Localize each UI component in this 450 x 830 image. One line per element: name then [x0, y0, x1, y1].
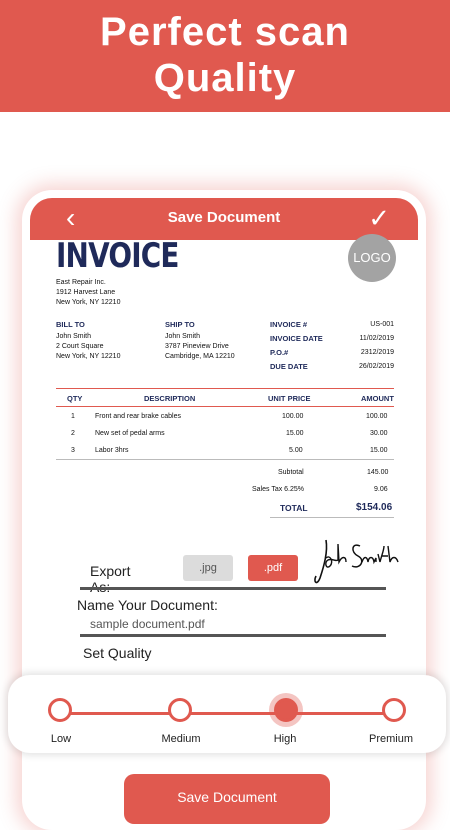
promo-banner [0, 0, 450, 112]
row-desc: New set of pedal arms [95, 430, 165, 437]
back-icon[interactable]: ‹ [66, 202, 76, 233]
row-qty: 1 [71, 413, 75, 420]
screen-title: Save Document [167, 209, 281, 226]
col-amount: AMOUNT [361, 394, 394, 403]
quality-option-premium[interactable] [382, 698, 406, 722]
company-line: East Repair Inc. [56, 279, 106, 286]
meta-label: P.O.# [270, 348, 289, 357]
quality-label-medium: Medium [161, 733, 201, 745]
ship-to-line: John Smith [165, 333, 201, 340]
invoice-meta [270, 320, 394, 376]
name-doc-label: Name Your Document: [77, 597, 218, 613]
quality-option-low[interactable] [48, 698, 72, 722]
quality-label-premium: Premium [368, 733, 413, 745]
save-document-button[interactable]: Save Document [124, 774, 330, 824]
row-amount: 100.00 [366, 413, 388, 420]
meta-row [270, 334, 394, 348]
tax-label: Sales Tax 6.25% [252, 486, 305, 493]
table-bottom-rule [56, 459, 394, 460]
meta-row [270, 320, 394, 334]
company-line: New York, NY 12210 [56, 299, 121, 306]
meta-row [270, 348, 394, 362]
bill-to-block [56, 320, 120, 362]
meta-value: 2312/2019 [360, 349, 394, 356]
row-desc: Front and rear brake cables [95, 413, 181, 420]
row-amount: 30.00 [370, 430, 388, 437]
meta-value: US-001 [370, 321, 394, 328]
quality-label-low: Low [50, 733, 72, 745]
quality-option-medium[interactable] [168, 698, 192, 722]
meta-label: INVOICE # [270, 320, 308, 329]
set-quality-label: Set Quality [83, 645, 152, 661]
row-qty: 2 [71, 430, 75, 437]
total-label: TOTAL [280, 503, 308, 513]
bill-to-heading: BILL TO [56, 320, 85, 329]
row-unit: 100.00 [282, 413, 304, 420]
ship-to-line: Cambridge, MA 12210 [165, 353, 235, 360]
company-line: 1912 Harvest Lane [56, 289, 116, 296]
meta-label: DUE DATE [270, 362, 308, 371]
row-unit: 15.00 [286, 430, 304, 437]
col-description: DESCRIPTION [144, 394, 196, 403]
bill-to-line: New York, NY 12210 [56, 353, 121, 360]
total-value: $154.06 [356, 502, 393, 513]
subtotal-value: 145.00 [367, 469, 389, 476]
company-block [56, 278, 120, 308]
top-bar [30, 198, 418, 240]
name-field-underline [80, 634, 386, 637]
export-jpg-button[interactable]: .jpg [183, 555, 233, 581]
export-pdf-button[interactable]: .pdf [248, 555, 298, 581]
meta-row [270, 362, 394, 376]
table-header-rule [56, 406, 394, 407]
quality-option-high[interactable] [274, 698, 298, 722]
row-unit: 5.00 [289, 447, 303, 454]
meta-value: 26/02/2019 [358, 363, 394, 370]
export-label: Export [90, 563, 131, 579]
banner-line-1: Perfect scan [100, 10, 350, 54]
bill-to-line: John Smith [56, 333, 92, 340]
bill-to-line: 2 Court Square [56, 343, 104, 350]
ship-to-block [165, 320, 235, 362]
col-qty: QTY [67, 394, 83, 403]
row-qty: 3 [71, 447, 75, 454]
meta-label: INVOICE DATE [270, 334, 323, 343]
banner-line-2: Quality [153, 56, 297, 100]
check-icon[interactable]: ✓ [368, 203, 390, 233]
ship-to-line: 3787 Pineview Drive [165, 343, 229, 350]
logo-badge: LOGO [348, 234, 396, 282]
meta-value: 11/02/2019 [359, 335, 394, 342]
table-top-rule [56, 388, 394, 389]
quality-label-high: High [273, 733, 297, 745]
export-divider [80, 587, 386, 590]
quality-track [60, 712, 394, 715]
subtotal-label: Subtotal [278, 469, 304, 476]
total-rule [270, 517, 394, 518]
row-amount: 15.00 [370, 447, 388, 454]
col-unit-price: UNIT PRICE [268, 394, 311, 403]
document-name-input[interactable]: sample document.pdf [90, 617, 205, 631]
row-desc: Labor 3hrs [95, 447, 129, 454]
invoice-title: INVOICE [56, 236, 179, 276]
ship-to-heading: SHIP TO [165, 320, 195, 329]
tax-value: 9.06 [374, 486, 388, 493]
